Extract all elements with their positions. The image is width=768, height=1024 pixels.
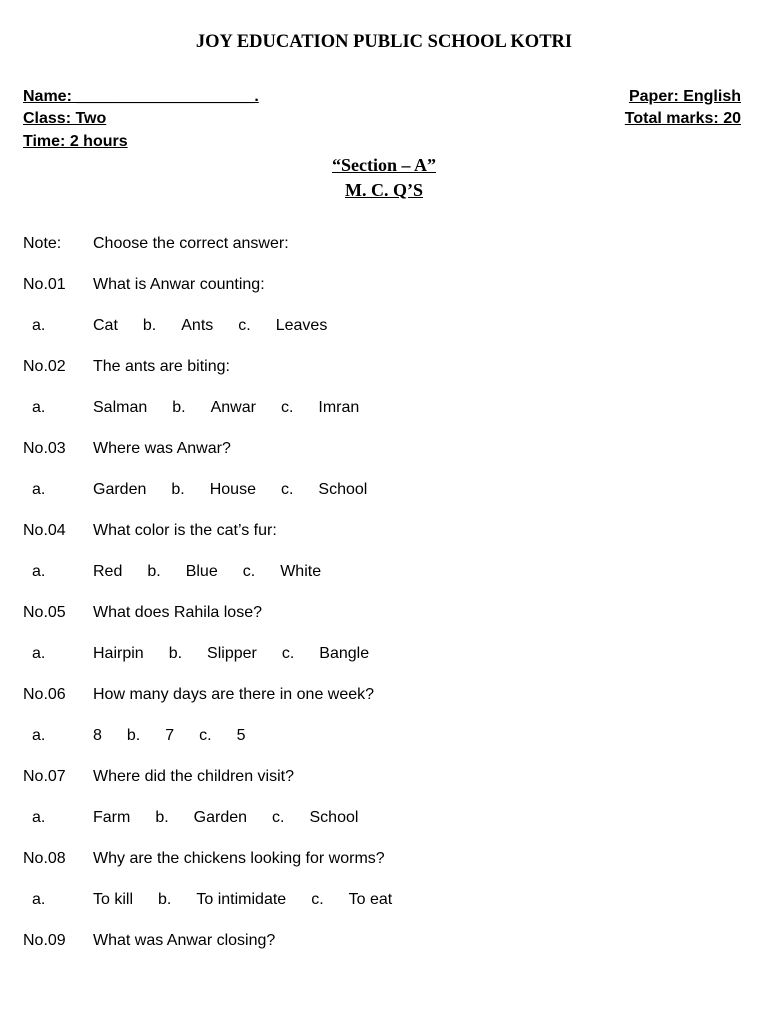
option-a-label: a. [32, 727, 46, 744]
question-text: What is Anwar counting: [93, 276, 265, 293]
options [93, 317, 352, 335]
option-c: To eat [348, 891, 393, 908]
question-number: No.06 [23, 686, 66, 703]
option-c: Bangle [319, 645, 370, 662]
option-b-label: b. [158, 891, 172, 908]
question-number: No.04 [23, 522, 66, 539]
name-field: Name: ____________________. [23, 88, 259, 105]
option-b: Anwar [210, 399, 256, 416]
option-b-label: b. [142, 317, 157, 334]
options [93, 481, 392, 499]
question-number: No.08 [23, 850, 66, 867]
option-c-label: c. [242, 563, 256, 580]
question-text: Why are the chickens looking for worms? [93, 850, 385, 867]
option-a-label: a. [32, 481, 46, 498]
option-b-label: b. [168, 645, 183, 662]
option-b-label: b. [171, 481, 185, 498]
option-b: To intimidate [196, 891, 287, 908]
option-a-label: a. [32, 317, 46, 334]
option-a-label: a. [32, 563, 46, 580]
option-b: House [209, 481, 256, 498]
option-b-label: b. [155, 809, 169, 826]
option-b: 7 [165, 727, 175, 744]
question-text: What does Rahila lose? [93, 604, 262, 621]
question-text: Where did the children visit? [93, 768, 294, 785]
question-text: What was Anwar closing? [93, 932, 276, 949]
paper-subject: Paper: English [628, 88, 741, 105]
option-c-label: c. [272, 809, 285, 826]
option-c: White [280, 563, 322, 580]
option-a: 8 [93, 727, 102, 744]
question-number: No.02 [23, 358, 66, 375]
option-c-label: c. [238, 317, 251, 334]
option-c: School [309, 809, 359, 826]
option-b: Garden [193, 809, 248, 826]
option-b-label: b. [126, 727, 141, 744]
option-c: Imran [318, 399, 360, 416]
section-subtitle: M. C. Q’S [345, 180, 423, 200]
option-c: Leaves [275, 317, 328, 334]
question-number: No.05 [23, 604, 66, 621]
option-c-label: c. [280, 399, 294, 416]
options [93, 399, 384, 417]
question-text: The ants are biting: [93, 358, 230, 375]
section-title: “Section – A” [331, 155, 436, 175]
time-field: Time: 2 hours [23, 133, 128, 150]
option-c-label: c. [281, 645, 295, 662]
question-number: No.01 [23, 276, 66, 293]
option-a: Hairpin [93, 645, 144, 662]
option-a-label: a. [32, 809, 46, 826]
option-c: School [318, 481, 368, 498]
option-c-label: c. [199, 727, 212, 744]
option-a: Salman [93, 399, 148, 416]
option-a: Farm [93, 809, 131, 826]
option-c-label: c. [280, 481, 294, 498]
option-a-label: a. [32, 645, 46, 662]
question-text: Where was Anwar? [93, 440, 231, 457]
note-text: Choose the correct answer: [93, 235, 289, 252]
options [93, 563, 346, 581]
option-a-label: a. [32, 399, 46, 416]
option-b-label: b. [172, 399, 186, 416]
question-number: No.07 [23, 768, 66, 785]
question-number: No.09 [23, 932, 66, 949]
option-a: Cat [93, 317, 118, 334]
option-b: Slipper [207, 645, 257, 662]
option-a-label: a. [32, 891, 46, 908]
option-a: To kill [93, 891, 134, 908]
question-text: How many days are there in one week? [93, 686, 375, 703]
question-text: What color is the cat’s fur: [93, 522, 277, 539]
option-b-label: b. [147, 563, 161, 580]
option-c: 5 [236, 727, 246, 744]
total-marks: Total marks: 20 [624, 110, 741, 127]
option-b: Blue [185, 563, 218, 580]
options [93, 891, 417, 909]
options [93, 645, 394, 663]
class-field: Class: Two [23, 110, 107, 127]
options [93, 809, 383, 827]
question-number: No.03 [23, 440, 66, 457]
option-a: Garden [93, 481, 147, 498]
option-a: Red [93, 563, 123, 580]
options [93, 727, 271, 745]
school-title: JOY EDUCATION PUBLIC SCHOOL KOTRI [195, 32, 573, 52]
option-b: Ants [181, 317, 214, 334]
option-c-label: c. [311, 891, 324, 908]
note-label: Note: [23, 235, 62, 252]
